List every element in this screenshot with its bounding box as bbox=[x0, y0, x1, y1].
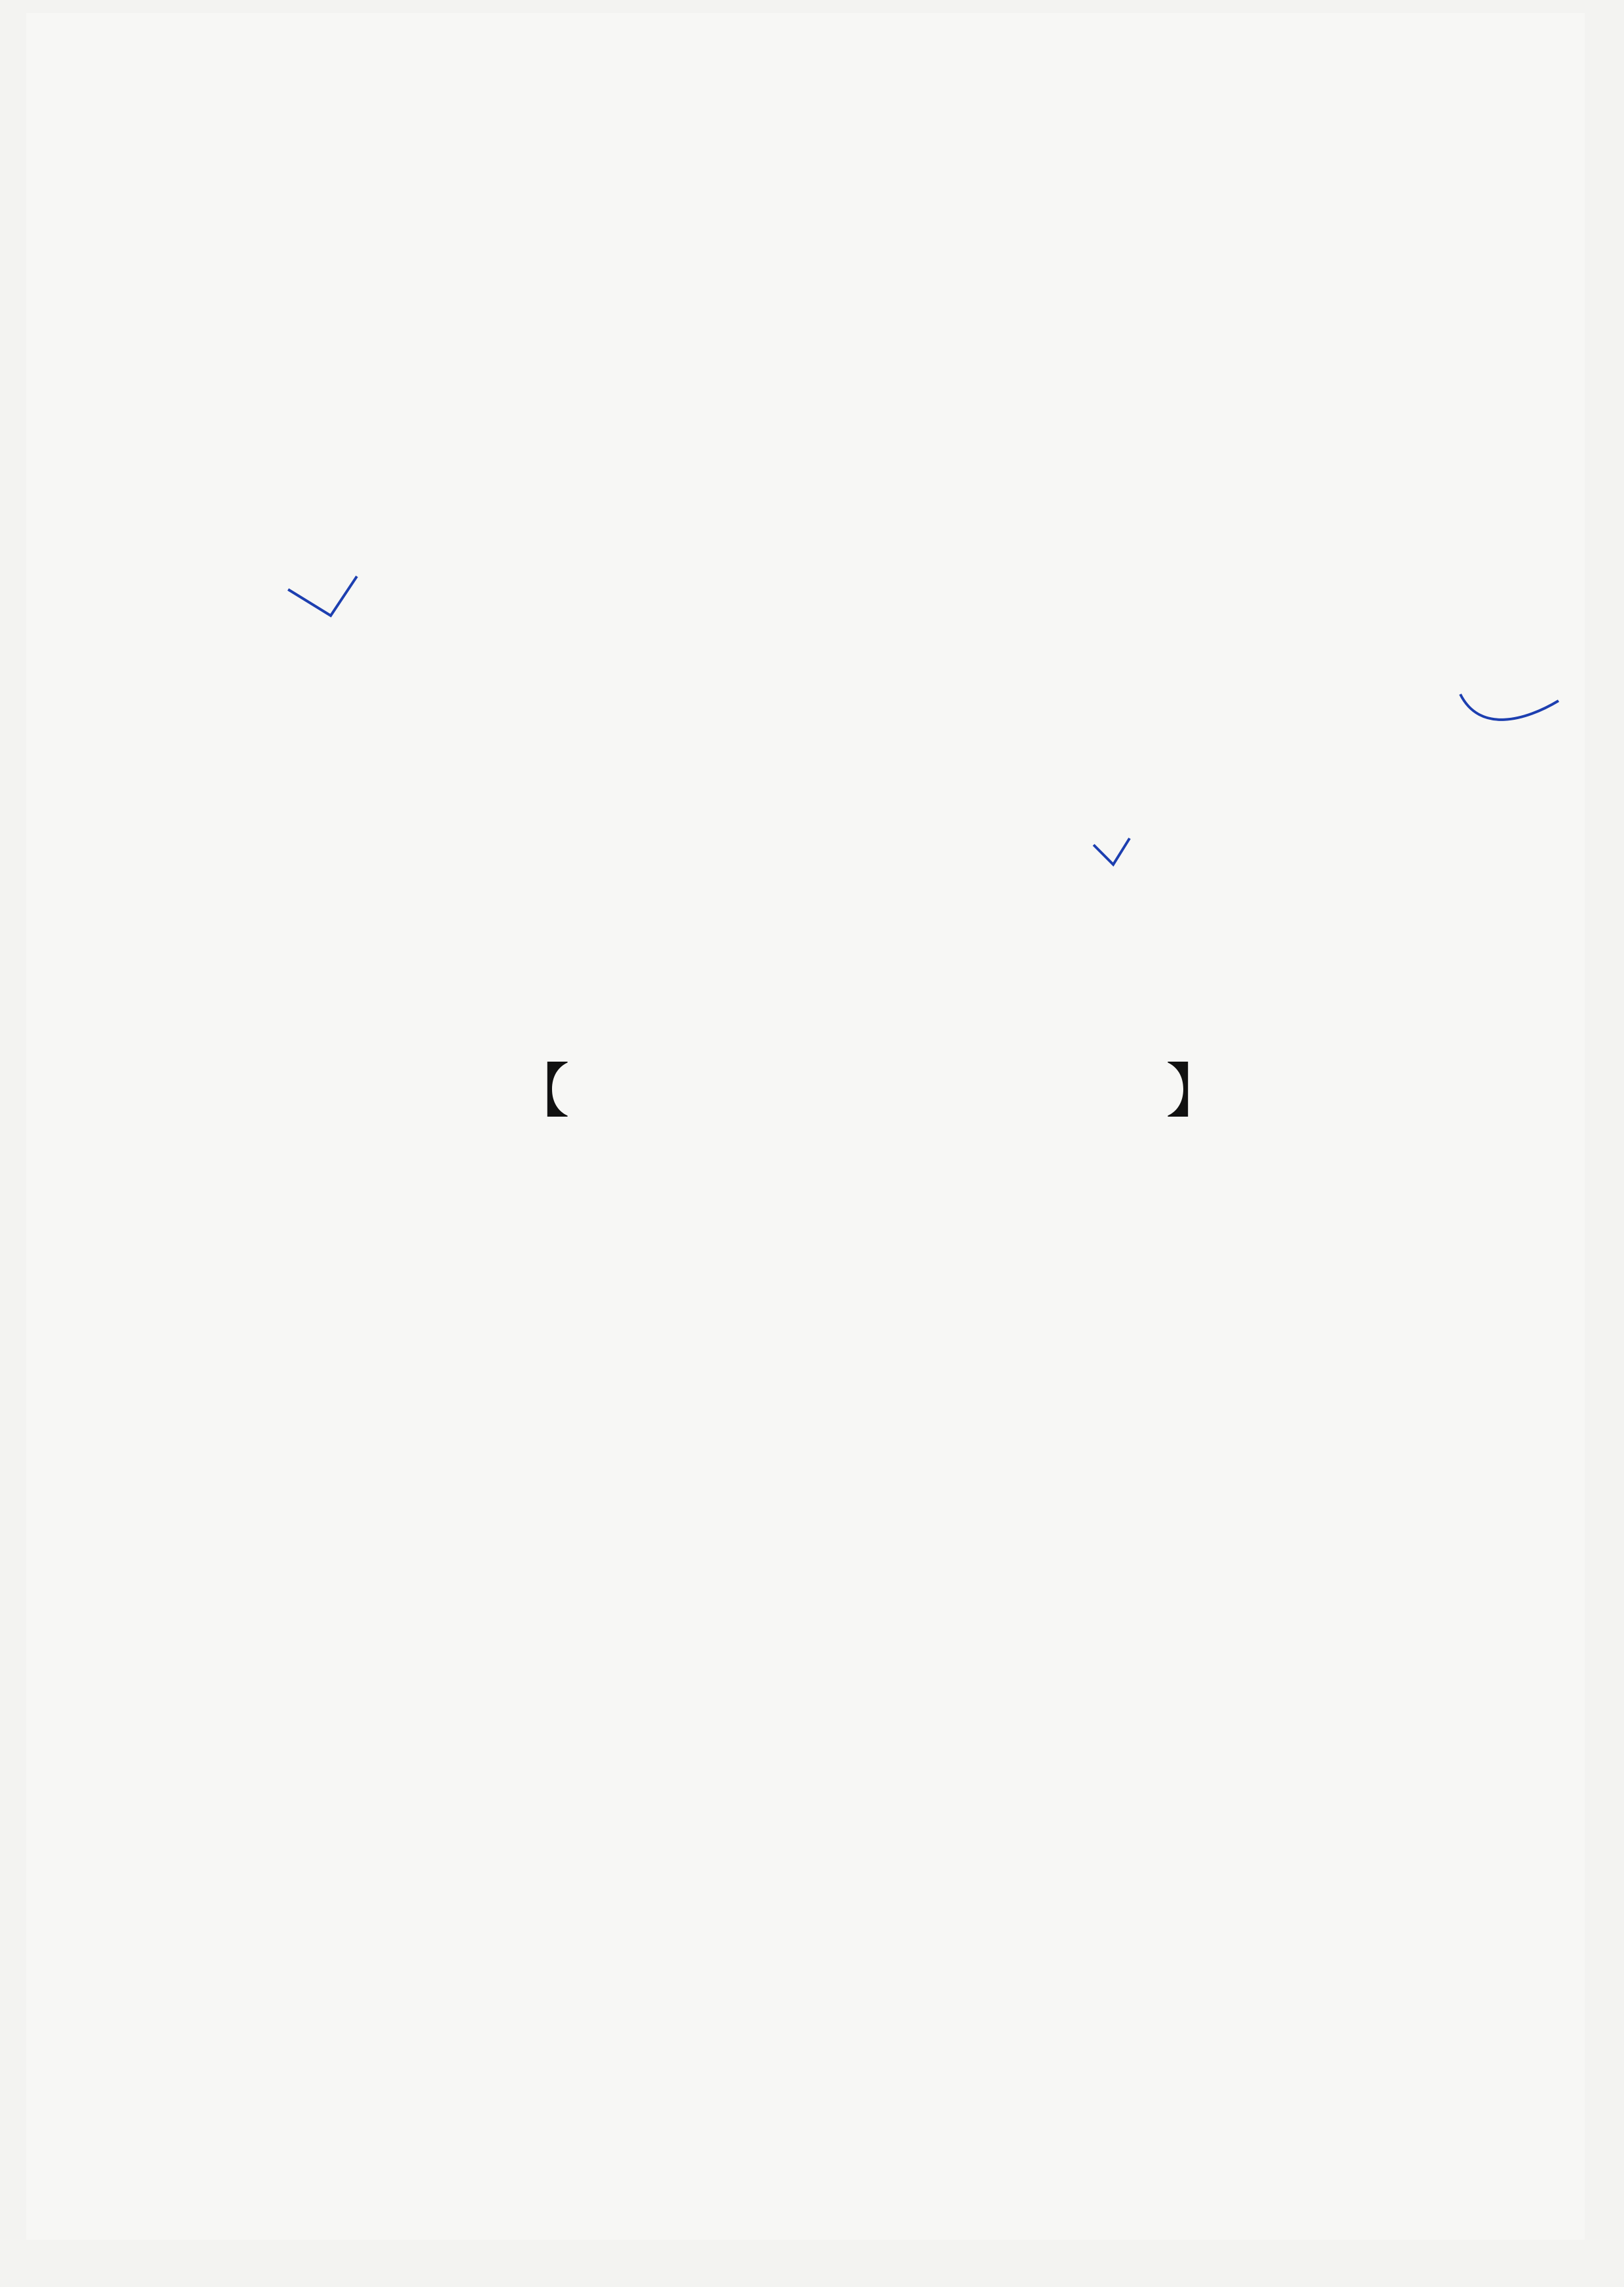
insertion-caret-mark bbox=[288, 576, 357, 616]
insertion-caret-mark-2 bbox=[1094, 838, 1130, 865]
band-bracket-left: 【 bbox=[511, 1057, 570, 1126]
band-bracket-right: 】 bbox=[1166, 1057, 1225, 1126]
insertion-loop-mark bbox=[1460, 694, 1559, 720]
